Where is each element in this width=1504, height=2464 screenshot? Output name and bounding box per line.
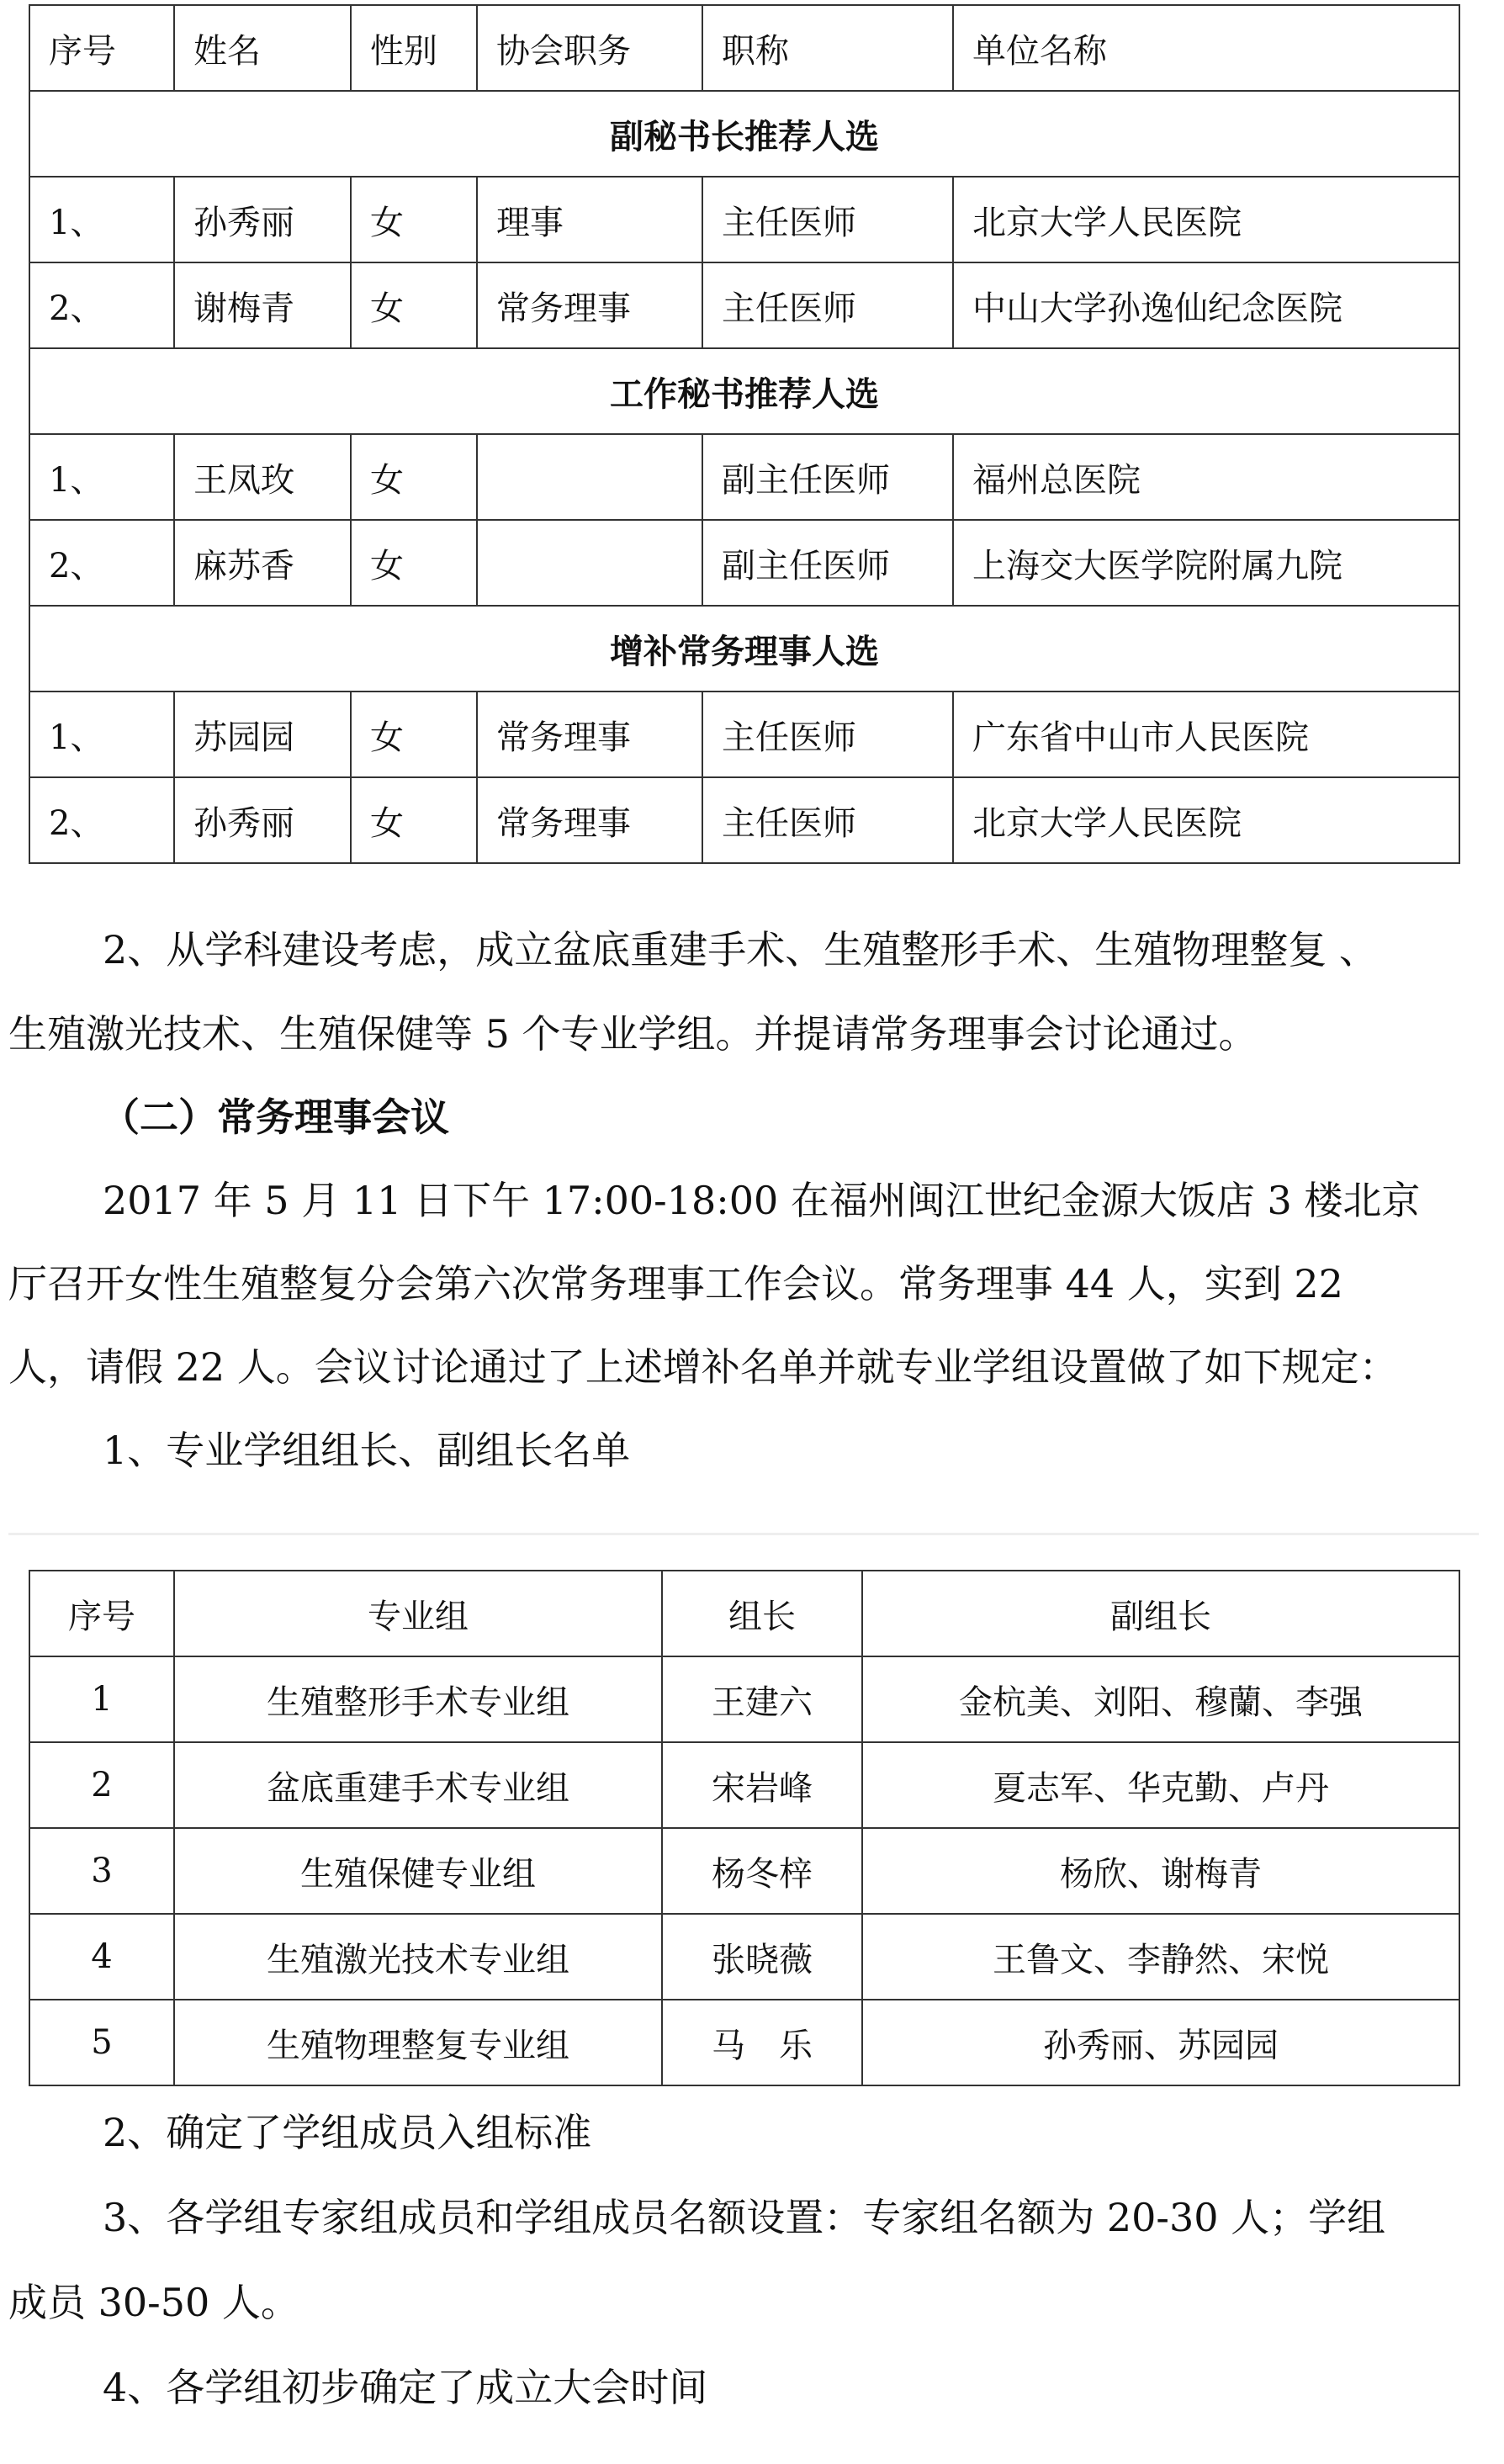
- table-cell: 北京大学人民医院: [953, 777, 1459, 863]
- table-cell: 主任医师: [702, 177, 953, 262]
- header-cell: 序号: [29, 1571, 174, 1656]
- header-cell: 性别: [351, 5, 477, 91]
- table-row: [29, 520, 1459, 606]
- table-cell: 主任医师: [702, 262, 953, 348]
- table-cell: 中山大学孙逸仙纪念医院: [953, 262, 1459, 348]
- list-item: 2、确定了学组成员入组标准: [103, 2110, 592, 2155]
- section-title: 副秘书长推荐人选: [29, 91, 1459, 177]
- group-leader-table: [29, 1570, 1460, 2086]
- table-cell: 广东省中山市人民医院: [953, 692, 1459, 777]
- table-cell: 女: [351, 692, 477, 777]
- table-cell: 上海交大医学院附属九院: [953, 520, 1459, 606]
- table-cell: 女: [351, 520, 477, 606]
- header-cell: 协会职务: [477, 5, 702, 91]
- list-item: 1、专业学组组长、副组长名单: [103, 1428, 631, 1473]
- table-cell: 4: [29, 1914, 174, 2000]
- table-cell: 3: [29, 1828, 174, 1914]
- paragraph-line: 成员 30-50 人。: [8, 2280, 299, 2325]
- table-cell: 女: [351, 434, 477, 520]
- table-row: [29, 434, 1459, 520]
- section-heading: （二）常务理事会议: [101, 1094, 449, 1140]
- table-cell: 5: [29, 2000, 174, 2085]
- table-cell: 杨冬梓: [662, 1828, 862, 1914]
- table-cell: 王鲁文、李静然、宋悦: [862, 1914, 1459, 2000]
- header-cell: 单位名称: [953, 5, 1459, 91]
- table-row: [29, 1914, 1459, 2000]
- section-title: 工作秘书推荐人选: [29, 348, 1459, 434]
- table-cell: 生殖整形手术专业组: [174, 1656, 662, 1742]
- table-cell: 1、: [29, 692, 174, 777]
- table-cell: 1、: [29, 177, 174, 262]
- header-cell: 姓名: [174, 5, 351, 91]
- table-row: [29, 1656, 1459, 1742]
- table-cell: 金杭美、刘阳、穆蘭、李强: [862, 1656, 1459, 1742]
- table-cell: 生殖激光技术专业组: [174, 1914, 662, 2000]
- table-cell: 谢梅青: [174, 262, 351, 348]
- header-cell: 职称: [702, 5, 953, 91]
- table-row: [29, 2000, 1459, 2085]
- table-cell: 王凤玫: [174, 434, 351, 520]
- table-cell: 女: [351, 777, 477, 863]
- list-item: 4、各学组初步确定了成立大会时间: [103, 2365, 708, 2410]
- table-cell: 常务理事: [477, 262, 702, 348]
- table-cell: 2、: [29, 520, 174, 606]
- section-title-row: [29, 606, 1459, 692]
- table-cell: 宋岩峰: [662, 1742, 862, 1828]
- table-cell: 王建六: [662, 1656, 862, 1742]
- header-cell: 序号: [29, 5, 174, 91]
- table-cell: 副主任医师: [702, 520, 953, 606]
- candidate-table: [29, 4, 1460, 864]
- table-cell: 2、: [29, 777, 174, 863]
- table-row: [29, 777, 1459, 863]
- table-cell: 常务理事: [477, 692, 702, 777]
- table-cell: 常务理事: [477, 777, 702, 863]
- page-divider: [8, 1533, 1479, 1535]
- paragraph-line: 2、从学科建设考虑，成立盆底重建手术、生殖整形手术、生殖物理整复 、: [103, 927, 1378, 972]
- table-row: [29, 262, 1459, 348]
- paragraph-line: 人，请假 22 人。会议讨论通过了上述增补名单并就专业学组设置做了如下规定：: [8, 1344, 1398, 1390]
- table-cell: 孙秀丽: [174, 777, 351, 863]
- table-cell: 女: [351, 262, 477, 348]
- paragraph-line: 2017 年 5 月 11 日下午 17:00-18:00 在福州闽江世纪金源大饭店 3 楼北京: [103, 1178, 1421, 1223]
- table-cell: 2、: [29, 262, 174, 348]
- table-cell: 2: [29, 1742, 174, 1828]
- table-row: [29, 177, 1459, 262]
- table-cell: 1、: [29, 434, 174, 520]
- table-cell: 马 乐: [662, 2000, 862, 2085]
- paragraph-line: 生殖激光技术、生殖保健等 5 个专业学组。并提请常务理事会讨论通过。: [8, 1011, 1258, 1057]
- table-cell: 生殖物理整复专业组: [174, 2000, 662, 2085]
- table-cell: 主任医师: [702, 692, 953, 777]
- header-cell: 副组长: [862, 1571, 1459, 1656]
- table-cell: 生殖保健专业组: [174, 1828, 662, 1914]
- list-item: 3、各学组专家组成员和学组成员名额设置：专家组名额为 20-30 人；学组: [103, 2195, 1386, 2240]
- table-cell: [477, 520, 702, 606]
- section-title-row: [29, 91, 1459, 177]
- table-cell: 盆底重建手术专业组: [174, 1742, 662, 1828]
- table-row: [29, 692, 1459, 777]
- table-row: [29, 1828, 1459, 1914]
- table-cell: [477, 434, 702, 520]
- table-header-row: [29, 5, 1459, 91]
- table-cell: 理事: [477, 177, 702, 262]
- paragraph-line: 厅召开女性生殖整复分会第六次常务理事工作会议。常务理事 44 人，实到 22: [8, 1261, 1343, 1306]
- table-cell: 张晓薇: [662, 1914, 862, 2000]
- table-row: [29, 1742, 1459, 1828]
- header-cell: 组长: [662, 1571, 862, 1656]
- section-title: 增补常务理事人选: [29, 606, 1459, 692]
- table-header-row: [29, 1571, 1459, 1656]
- table-cell: 苏园园: [174, 692, 351, 777]
- table-cell: 北京大学人民医院: [953, 177, 1459, 262]
- table-cell: 麻苏香: [174, 520, 351, 606]
- table-cell: 孙秀丽: [174, 177, 351, 262]
- section-title-row: [29, 348, 1459, 434]
- table-cell: 福州总医院: [953, 434, 1459, 520]
- table-cell: 主任医师: [702, 777, 953, 863]
- table-cell: 副主任医师: [702, 434, 953, 520]
- header-cell: 专业组: [174, 1571, 662, 1656]
- table-cell: 女: [351, 177, 477, 262]
- table-cell: 夏志军、华克勤、卢丹: [862, 1742, 1459, 1828]
- table-cell: 孙秀丽、苏园园: [862, 2000, 1459, 2085]
- table-cell: 1: [29, 1656, 174, 1742]
- table-cell: 杨欣、谢梅青: [862, 1828, 1459, 1914]
